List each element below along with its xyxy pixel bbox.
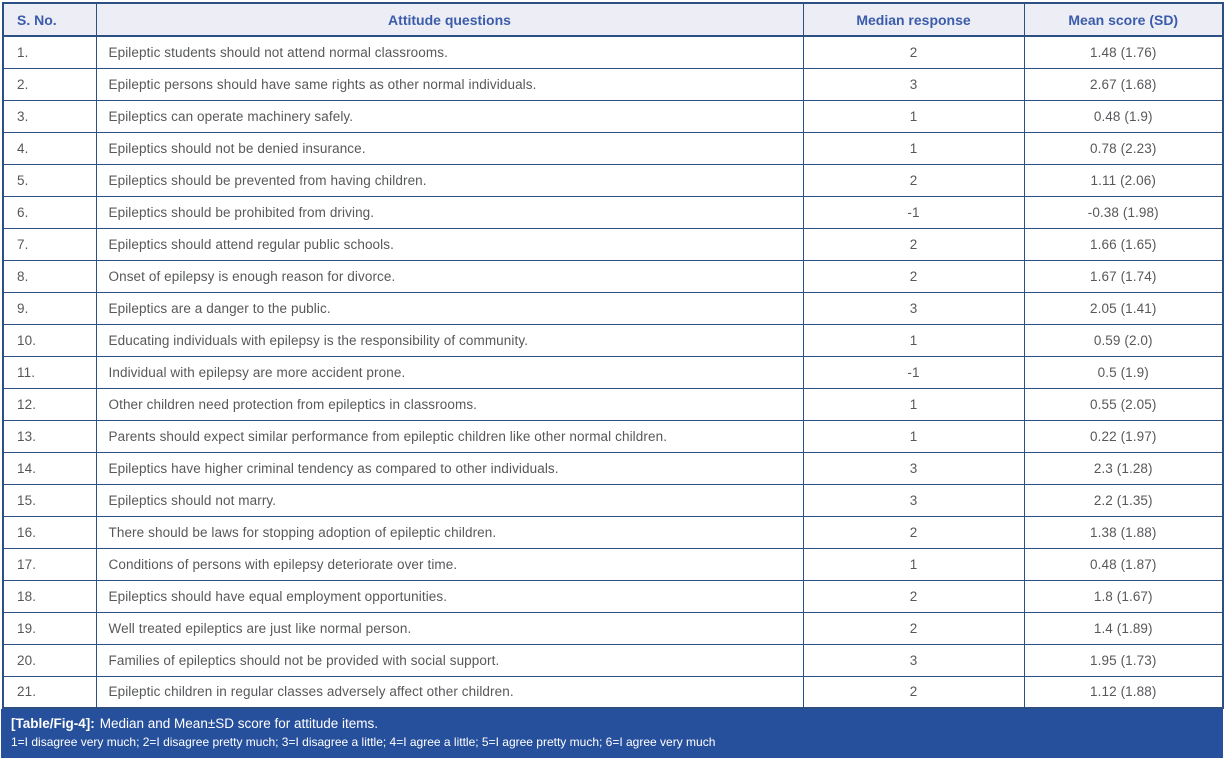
row-mean-score: 2.2 (1.35) xyxy=(1024,484,1223,516)
row-serial-number: 15. xyxy=(3,484,96,516)
row-median-response: 2 xyxy=(803,676,1024,708)
row-mean-score: 1.4 (1.89) xyxy=(1024,612,1223,644)
row-median-response: 1 xyxy=(803,100,1024,132)
row-median-response: 3 xyxy=(803,644,1024,676)
row-median-response: 1 xyxy=(803,324,1024,356)
row-mean-score: 1.95 (1.73) xyxy=(1024,644,1223,676)
row-mean-score: 2.67 (1.68) xyxy=(1024,68,1223,100)
row-median-response: 1 xyxy=(803,420,1024,452)
table-row xyxy=(3,548,1223,580)
table-row xyxy=(3,196,1223,228)
row-serial-number: 7. xyxy=(3,228,96,260)
table-row xyxy=(3,516,1223,548)
row-mean-score: 2.05 (1.41) xyxy=(1024,292,1223,324)
row-serial-number: 3. xyxy=(3,100,96,132)
table-row xyxy=(3,292,1223,324)
row-question: Conditions of persons with epilepsy deteriorate over time. xyxy=(96,548,803,580)
row-mean-score: 1.67 (1.74) xyxy=(1024,260,1223,292)
row-question: Well treated epileptics are just like normal person. xyxy=(96,612,803,644)
row-question: Epileptic children in regular classes adversely affect other children. xyxy=(96,676,803,708)
table-caption-band xyxy=(1,709,1223,758)
row-question: There should be laws for stopping adoption of epileptic children. xyxy=(96,516,803,548)
row-question: Epileptics have higher criminal tendency as compared to other individuals. xyxy=(96,452,803,484)
row-question: Epileptics can operate machinery safely. xyxy=(96,100,803,132)
row-median-response: -1 xyxy=(803,356,1024,388)
row-serial-number: 17. xyxy=(3,548,96,580)
row-median-response: 2 xyxy=(803,164,1024,196)
row-median-response: 3 xyxy=(803,484,1024,516)
row-question: Educating individuals with epilepsy is the responsibility of community. xyxy=(96,324,803,356)
row-median-response: 2 xyxy=(803,260,1024,292)
row-median-response: 2 xyxy=(803,36,1024,68)
row-mean-score: 1.48 (1.76) xyxy=(1024,36,1223,68)
row-median-response: 2 xyxy=(803,580,1024,612)
row-median-response: 1 xyxy=(803,132,1024,164)
header-row xyxy=(3,3,1223,36)
row-mean-score: 1.8 (1.67) xyxy=(1024,580,1223,612)
row-mean-score: 1.12 (1.88) xyxy=(1024,676,1223,708)
row-median-response: 1 xyxy=(803,548,1024,580)
row-question: Epileptics should not be denied insurance. xyxy=(96,132,803,164)
table-row xyxy=(3,644,1223,676)
row-serial-number: 13. xyxy=(3,420,96,452)
table-row xyxy=(3,132,1223,164)
caption-label: [Table/Fig-4]: xyxy=(11,716,95,731)
row-mean-score: 0.48 (1.9) xyxy=(1024,100,1223,132)
row-median-response: 2 xyxy=(803,612,1024,644)
row-median-response: 2 xyxy=(803,516,1024,548)
row-serial-number: 20. xyxy=(3,644,96,676)
row-serial-number: 19. xyxy=(3,612,96,644)
row-mean-score: 1.66 (1.65) xyxy=(1024,228,1223,260)
row-question: Families of epileptics should not be provided with social support. xyxy=(96,644,803,676)
row-serial-number: 4. xyxy=(3,132,96,164)
caption-title: Median and Mean±SD score for attitude items. xyxy=(99,716,379,731)
row-median-response: 1 xyxy=(803,388,1024,420)
row-mean-score: 0.22 (1.97) xyxy=(1024,420,1223,452)
column-header-median-response: Median response xyxy=(803,3,1024,36)
table-row xyxy=(3,484,1223,516)
row-serial-number: 6. xyxy=(3,196,96,228)
table-row xyxy=(3,324,1223,356)
row-mean-score: 0.55 (2.05) xyxy=(1024,388,1223,420)
row-mean-score: 0.5 (1.9) xyxy=(1024,356,1223,388)
row-mean-score: -0.38 (1.98) xyxy=(1024,196,1223,228)
row-question: Epileptics should be prevented from having children. xyxy=(96,164,803,196)
row-mean-score: 1.11 (2.06) xyxy=(1024,164,1223,196)
table-row xyxy=(3,100,1223,132)
row-serial-number: 11. xyxy=(3,356,96,388)
row-mean-score: 0.48 (1.87) xyxy=(1024,548,1223,580)
row-serial-number: 2. xyxy=(3,68,96,100)
row-question: Epileptics are a danger to the public. xyxy=(96,292,803,324)
row-serial-number: 18. xyxy=(3,580,96,612)
row-median-response: -1 xyxy=(803,196,1024,228)
table-row xyxy=(3,68,1223,100)
table-row xyxy=(3,36,1223,68)
row-serial-number: 9. xyxy=(3,292,96,324)
row-median-response: 3 xyxy=(803,292,1024,324)
caption-line xyxy=(11,715,1213,733)
attitude-table xyxy=(2,2,1224,709)
row-serial-number: 14. xyxy=(3,452,96,484)
table-row xyxy=(3,388,1223,420)
row-serial-number: 1. xyxy=(3,36,96,68)
row-serial-number: 21. xyxy=(3,676,96,708)
row-question: Individual with epilepsy are more accident prone. xyxy=(96,356,803,388)
row-mean-score: 0.78 (2.23) xyxy=(1024,132,1223,164)
row-mean-score: 1.38 (1.88) xyxy=(1024,516,1223,548)
table-row xyxy=(3,260,1223,292)
table-row xyxy=(3,228,1223,260)
row-serial-number: 12. xyxy=(3,388,96,420)
row-serial-number: 10. xyxy=(3,324,96,356)
table-row xyxy=(3,676,1223,708)
row-serial-number: 16. xyxy=(3,516,96,548)
row-serial-number: 5. xyxy=(3,164,96,196)
row-mean-score: 2.3 (1.28) xyxy=(1024,452,1223,484)
table-row xyxy=(3,580,1223,612)
row-question: Epileptic persons should have same rights as other normal individuals. xyxy=(96,68,803,100)
table-row xyxy=(3,356,1223,388)
caption-legend: 1=I disagree very much; 2=I disagree pretty much; 3=I disagree a little; 4=I agree a little; 5=I agree pretty much; 6=I agree very much xyxy=(11,735,716,750)
row-question: Epileptic students should not attend normal classrooms. xyxy=(96,36,803,68)
row-question: Epileptics should be prohibited from driving. xyxy=(96,196,803,228)
row-question: Other children need protection from epileptics in classrooms. xyxy=(96,388,803,420)
row-question: Epileptics should have equal employment opportunities. xyxy=(96,580,803,612)
row-median-response: 3 xyxy=(803,452,1024,484)
table-row xyxy=(3,164,1223,196)
table-row xyxy=(3,452,1223,484)
row-question: Epileptics should attend regular public schools. xyxy=(96,228,803,260)
column-header-attitude-questions: Attitude questions xyxy=(96,3,803,36)
table-row xyxy=(3,420,1223,452)
column-header-serial-number: S. No. xyxy=(3,3,96,36)
row-mean-score: 0.59 (2.0) xyxy=(1024,324,1223,356)
row-median-response: 3 xyxy=(803,68,1024,100)
row-question: Parents should expect similar performance from epileptic children like other normal children. xyxy=(96,420,803,452)
table-row xyxy=(3,612,1223,644)
row-question: Onset of epilepsy is enough reason for divorce. xyxy=(96,260,803,292)
row-median-response: 2 xyxy=(803,228,1024,260)
row-question: Epileptics should not marry. xyxy=(96,484,803,516)
row-serial-number: 8. xyxy=(3,260,96,292)
column-header-mean-score: Mean score (SD) xyxy=(1024,3,1223,36)
table-body xyxy=(3,36,1223,708)
